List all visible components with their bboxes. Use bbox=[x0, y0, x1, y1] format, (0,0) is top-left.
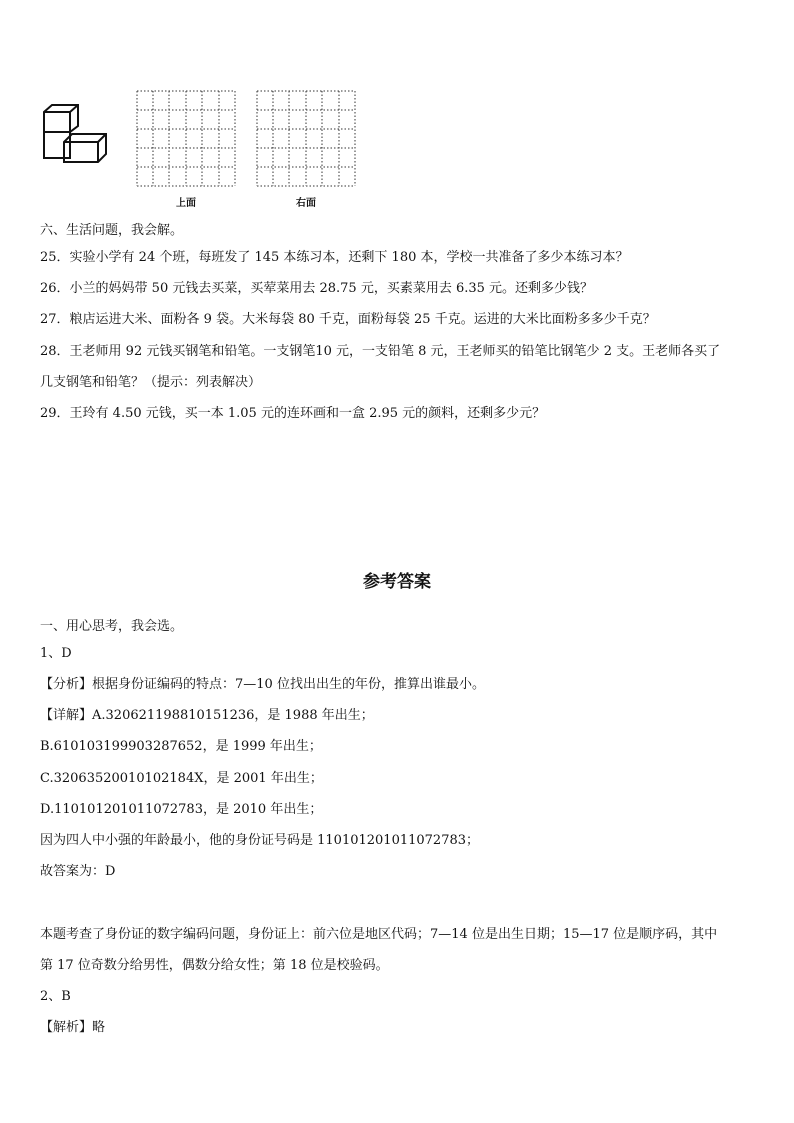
question-26: 26．小兰的妈妈带 50 元钱去买菜，买荤菜用去 28.75 元，买素菜用去 6.35 元。还剩多少钱？ bbox=[40, 281, 594, 296]
answers-section1-title: 一、用心思考，我会选。 bbox=[40, 619, 184, 634]
cube-stack-drawing bbox=[38, 102, 112, 166]
answer-1-note-line1: 本题考查了身份证的数字编码问题，身份证上：前六位是地区代码；7—14 位是出生日期；15—17 位是顺序码，其中 bbox=[40, 927, 718, 942]
dotted-grid bbox=[256, 90, 356, 190]
answer-2-analysis: 【解析】略 bbox=[40, 1020, 106, 1035]
answer-1: 1、D bbox=[40, 646, 72, 661]
section6-title: 六、生活问题，我会解。 bbox=[40, 223, 184, 238]
dotted-grid bbox=[136, 90, 236, 190]
answer-1-final: 故答案为：D bbox=[40, 864, 116, 879]
question-25: 25．实验小学有 24 个班，每班发了 145 本练习本，还剩下 180 本，学校一共准备了多少本练习本？ bbox=[40, 250, 629, 265]
top-view-grid bbox=[136, 90, 236, 209]
question-29: 29．王玲有 4.50 元钱，买一本 1.05 元的连环画和一盒 2.95 元的颜料，还剩多少元？ bbox=[40, 406, 546, 421]
question-28-line1: 28．王老师用 92 元钱买钢笔和铅笔。一支钢笔10 元，一支铅笔 8 元，王老师买的铅笔比钢笔少 2 支。王老师各买了 bbox=[40, 344, 721, 359]
right-view-grid bbox=[256, 90, 356, 209]
question-27: 27．粮店运进大米、面粉各 9 袋。大米每袋 80 千克，面粉每袋 25 千克。运进的大米比面粉多多少千克？ bbox=[40, 312, 656, 327]
answer-1-analysis: 【分析】根据身份证编码的特点：7—10 位找出出生的年份，推算出谁最小。 bbox=[40, 677, 485, 692]
answer-1-note-line2: 第 17 位奇数分给男性，偶数分给女性；第 18 位是校验码。 bbox=[40, 958, 389, 973]
question-28-line2: 几支钢笔和铅笔？（提示：列表解决） bbox=[40, 375, 262, 390]
views-figure bbox=[38, 90, 368, 210]
answer-1-detail-b: B.610103199903287652，是 1999 年出生； bbox=[40, 739, 322, 754]
top-view-label: 上面 bbox=[176, 198, 196, 209]
answer-1-detail-d: D.110101201011072783，是 2010 年出生； bbox=[40, 802, 323, 817]
answer-2: 2、B bbox=[40, 989, 71, 1004]
answer-1-reason: 因为四人中小强的年龄最小，他的身份证号码是 110101201011072783； bbox=[40, 833, 480, 848]
answer-1-detail-c: C.32063520010102184X，是 2001 年出生； bbox=[40, 771, 323, 786]
answer-1-detail-a: 【详解】A.320621198810151236，是 1988 年出生； bbox=[40, 708, 374, 723]
right-view-label: 右面 bbox=[296, 198, 316, 209]
answers-title: 参考答案 bbox=[363, 572, 431, 592]
